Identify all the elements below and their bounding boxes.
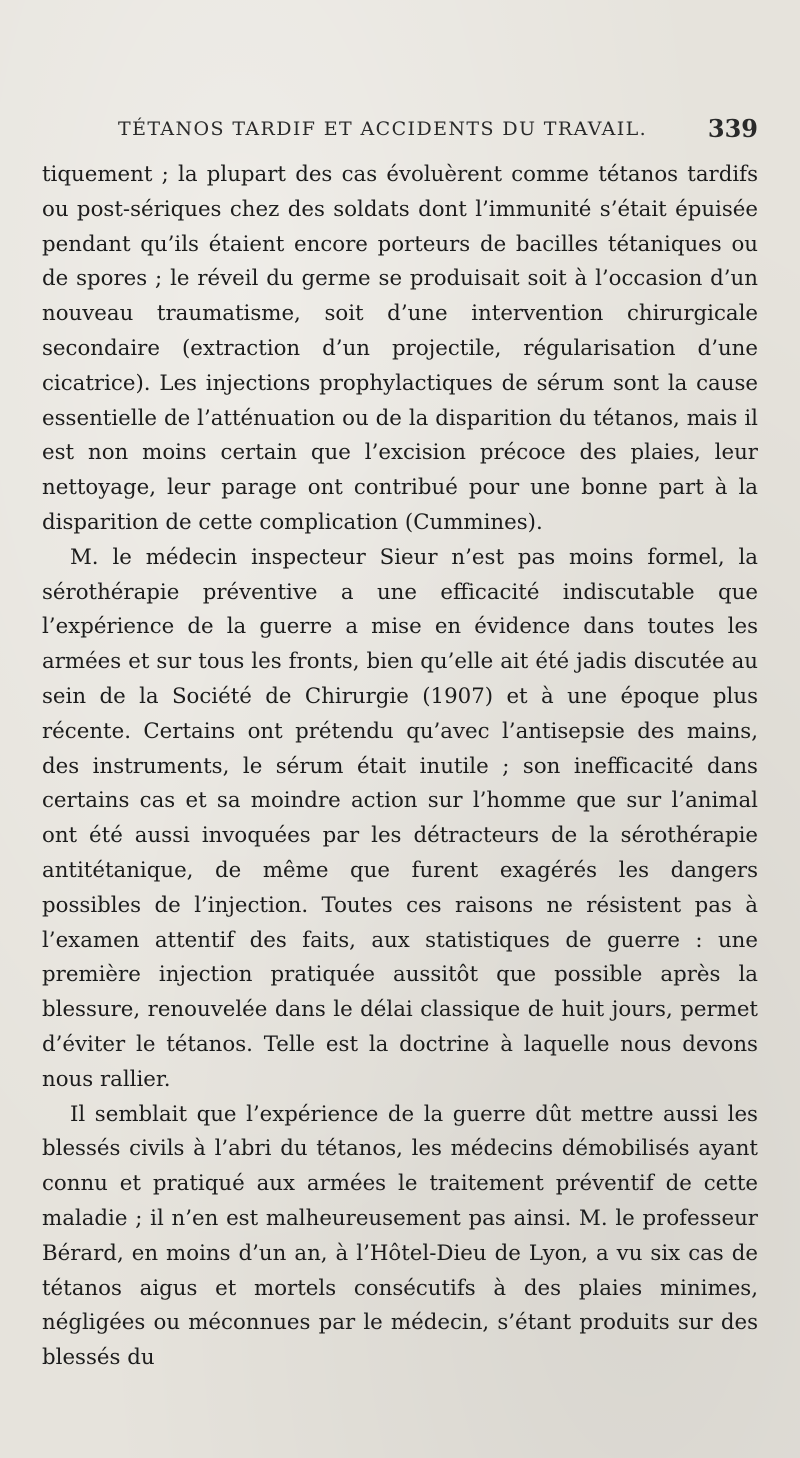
paragraph-civil-wounded: Il semblait que l’expérience de la guerre dût mettre aussi les blessés civils à l’abri du tétanos, les médecins démobilisés ayant connu et pratiqué aux armées le traitement préventif de cette maladie ; il n’en est malheureusement pas ainsi. M. le professeur Bérard, en moins d’un an, à l’Hôtel-Dieu de Lyon, a vu six cas de tétanos aigus et mortels consécutifs à des plaies minimes, négligées ou méconnues par le médecin, s’étant produits sur des blessés du — [42, 1101, 758, 1371]
page-body — [42, 158, 758, 1376]
paragraph-sieur: M. le médecin inspecteur Sieur n’est pas moins formel, la sérothérapie préventive a une efficacité indiscutable que l’expérience de la guerre a mise en évidence dans toutes les armées et sur tous les fronts, bien qu’elle ait été jadis discutée au sein de la Société de Chirurgie (1907) et à une époque plus récente. Certains ont prétendu qu’avec l’antisepsie des mains, des instruments, le sérum était inutile ; son inefficacité dans certains cas et sa moindre action sur l’homme que sur l’animal ont été aussi invoquées par les détracteurs de la sérothérapie antitétanique, de même que furent exagérés les dangers possibles de l’injection. Toutes ces raisons ne résistent pas à l’examen attentif des faits, aux statistiques de guerre : une première injection pratiquée aussitôt que possible après la blessure, renouvelée dans le délai classique de huit jours, permet d’éviter le tétanos. Telle est la doctrine à laquelle nous devons nous rallier. — [42, 544, 758, 1092]
running-title: TÉTANOS TARDIF ET ACCIDENTS DU TRAVAIL. — [118, 118, 648, 140]
paragraph-continuation: tiquement ; la plupart des cas évoluèrent comme tétanos tardifs ou post-sériques chez des soldats dont l’immunité s’était épuisée pendant qu’ils étaient encore porteurs de bacilles tétaniques ou de spores ; le réveil du germe se produisait soit à l’occasion d’un nouveau traumatisme, soit d’une intervention chirurgicale secondaire (extraction d’un projectile, régularisation d’une cicatrice). Les injections prophylactiques de sérum sont la cause essentielle de l’atténuation ou de la disparition du tétanos, mais il est non moins certain que l’excision précoce des plaies, leur nettoyage, leur parage ont contribué pour une bonne part à la disparition de cette complication (Cummines). — [42, 162, 758, 535]
page-number: 339 — [707, 114, 758, 143]
page-header — [118, 114, 758, 148]
